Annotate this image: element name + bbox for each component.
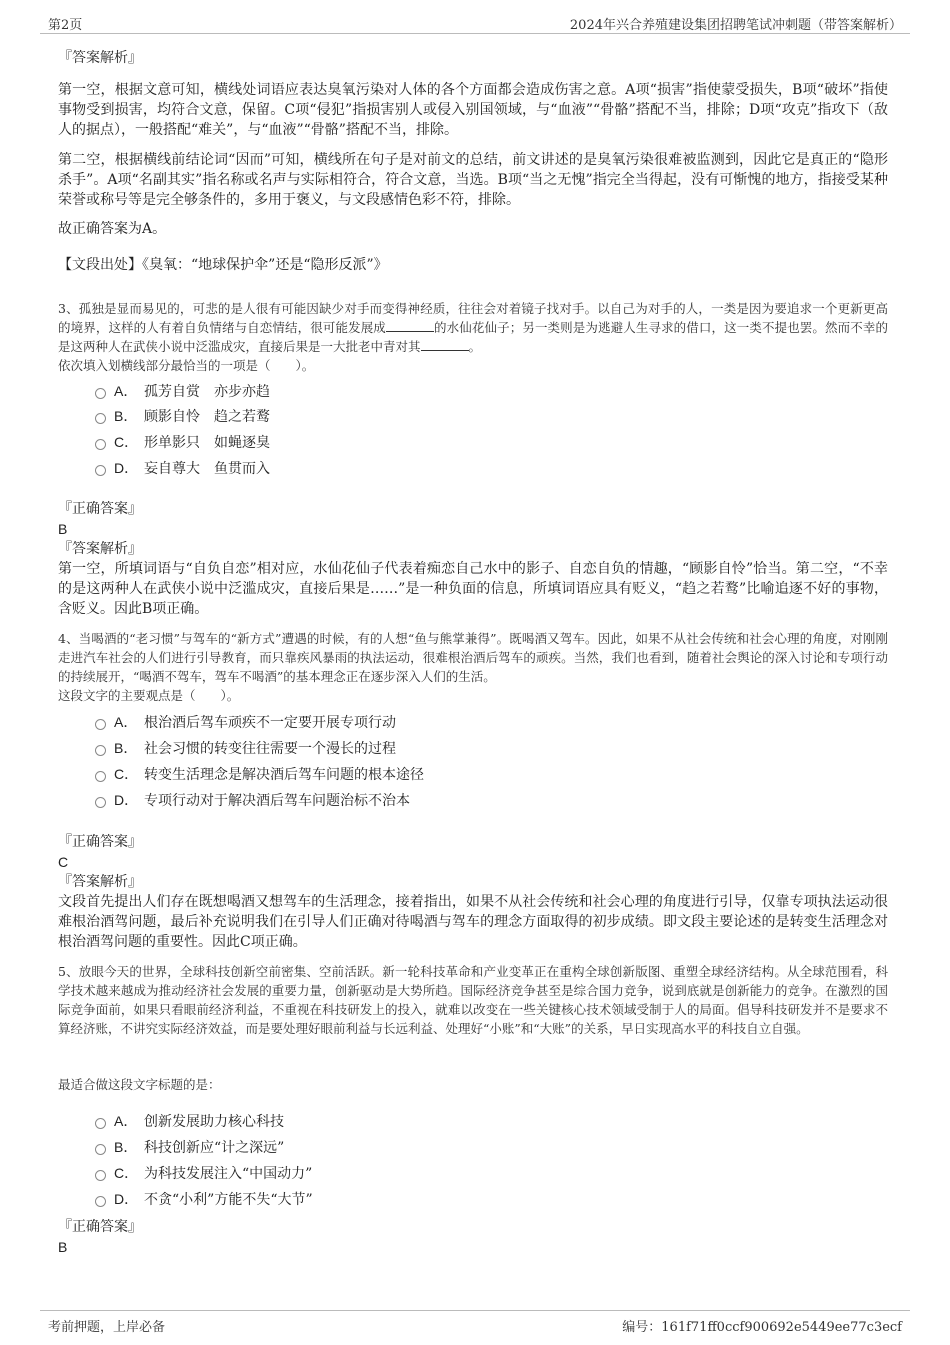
q3-answer: B	[58, 521, 68, 537]
q5-option-a-text: 创新发展助力核心科技	[144, 1114, 284, 1130]
footer-slogan: 考前押题，上岸必备	[48, 1320, 166, 1335]
q3-answer-block	[58, 499, 888, 619]
q3-option-b[interactable]	[95, 406, 270, 427]
q3-option-c-letter: C．	[114, 434, 139, 450]
q3-stem	[58, 299, 888, 356]
q4-answer-label: 『正确答案』	[58, 834, 142, 850]
q5-option-d[interactable]	[95, 1189, 313, 1210]
q5-option-a[interactable]	[95, 1111, 284, 1132]
q3-option-d[interactable]	[95, 458, 270, 479]
q3-option-d-letter: D．	[114, 460, 139, 476]
header-divider	[40, 33, 910, 34]
q5-option-b-letter: B．	[114, 1139, 138, 1155]
q2-conclusion-block	[58, 219, 888, 239]
q3-option-b-text: 顾影自怜	[144, 409, 200, 425]
q5-option-d-text: 不贪“小利”方能不失“大节”	[144, 1192, 313, 1208]
q2-analysis-p2: 第二空，根据横线前结论词“因而”可知，横线所在句子是对前文的总结，前文讲述的是臭氧污染很难被监测到，因此它是真正的“隐形杀手”。A项“名副其实”指名称或名声与实际相符合，符合文意，当选。B项“当之无愧”指完全当得起，没有可惭愧的地方，指接受某种荣誉或称号等是完全够条件的，多用于褒义，与文段感情色彩不符，排除。	[58, 152, 888, 208]
q4-option-a-letter: A．	[114, 714, 138, 730]
radio-icon[interactable]	[95, 413, 106, 424]
document-title: 2024年兴合养殖建设集团招聘笔试冲刺题（带答案解析）	[569, 18, 902, 33]
q3-stem-part-a: 3、孤独是显而易见的，可悲的是人很有可能因缺少对手而变得神经质，往往会对着镜子找对手。以自己为对手的人，一类是因为要追求一个更新更高的境界，这样的人有着自负情绪与自恋情结，很可能发展成	[58, 301, 888, 335]
q3-option-c-text2: 如蝇逐臭	[214, 435, 270, 451]
q4-stem: 4、当喝酒的“老习惯”与驾车的“新方式”遭遇的时候，有的人想“鱼与熊掌兼得”。既喝酒又驾车。因此，如果不从社会传统和社会心理的角度，对刚刚走进汽车社会的人们进行引导教育，而只靠疾风暴雨的执法运动，很难根治酒后驾车的顽疾。当然，我们也看到，随着社会舆论的深入讨论和专项行动的持续展开，“喝酒不驾车，驾车不喝酒”的基本理念正在逐步深入人们的生活。	[58, 631, 888, 684]
q5-option-b-text: 科技创新应“计之深远”	[144, 1140, 285, 1156]
q3-option-b-letter: B．	[114, 408, 138, 424]
q4-option-c-text: 转变生活理念是解决酒后驾车问题的根本途径	[144, 767, 424, 783]
page-number: 第2页	[48, 18, 83, 33]
q4-option-b-text: 社会习惯的转变往往需要一个漫长的过程	[144, 741, 396, 757]
document-code: 编号：161f71ff0ccf900692e5449ee77c3ecf	[622, 1320, 902, 1335]
q4-option-c-letter: C．	[114, 766, 139, 782]
q4-stem-block	[58, 629, 888, 705]
radio-icon[interactable]	[95, 388, 106, 399]
q4-analysis: 文段首先提出人们存在既想喝酒又想驾车的生活理念，接着指出，如果不从社会传统和社会心理的角度进行引导，仅靠专项执法运动很难根治酒驾问题，最后补充说明我们在引导人们正确对待喝酒与驾车的理念方面取得的初步成绩。即文段主要论述的是转变生活理念对根治酒驾问题的重要性。因此C项正确。	[58, 894, 888, 950]
q4-option-c[interactable]	[95, 764, 424, 785]
q3-option-d-text: 妄自尊大	[144, 461, 200, 477]
page-header	[40, 14, 910, 34]
q2-analysis-label-block	[58, 48, 888, 68]
q3-blank-1	[386, 318, 434, 332]
q3-option-a-text: 孤芳自赏	[144, 384, 200, 400]
q2-source-text: 《臭氧：“地球保护伞”还是“隐形反派”》	[142, 257, 388, 273]
q3-prompt: 依次填入划横线部分最恰当的一项是（ ）。	[58, 358, 315, 373]
q3-option-d-text2: 鱼贯而入	[214, 461, 270, 477]
q5-stem: 5、放眼今天的世界，全球科技创新空前密集、空前活跃。新一轮科技革命和产业变革正在重构全球创新版图、重塑全球经济结构。从全球范围看，科学技术越来越成为推动经济社会发展的重要力量，创新驱动是大势所趋。国际经济竞争甚至是综合国力竞争，说到底就是创新能力的竞争。在激烈的国际竞争面前，如果只看眼前经济利益，不重视在科技研发上的投入，就难以改变在一些关键核心技术领域受制于人的局面。倡导科技研发并不是要求不算经济账，不讲究实际经济效益，而是要处理好眼前利益与长远利益、处理好“小账”和“大账”的关系，早日实现高水平的科技自立自强。	[58, 964, 888, 1036]
q4-option-d-letter: D．	[114, 792, 139, 808]
q4-option-b-letter: B．	[114, 740, 138, 756]
q4-prompt: 这段文字的主要观点是（ ）。	[58, 688, 240, 703]
q2-analysis-p1: 第一空，根据文意可知，横线处词语应表达臭氧污染对人体的各个方面都会造成伤害之意。A项“损害”指使蒙受损失，B项“破坏”指使事物受到损害，均符合文意，保留。C项“侵犯”指损害别人或侵入别国领域，与“血液”“骨骼”搭配不当，排除；D项“攻克”指攻下（敌人的据点），一般搭配“难关”，与“血液”“骨骼”搭配不当，排除。	[58, 82, 888, 138]
radio-icon[interactable]	[95, 771, 106, 782]
radio-icon[interactable]	[95, 1196, 106, 1207]
q5-prompt-block	[58, 1075, 888, 1094]
q5-answer-label: 『正确答案』	[58, 1219, 142, 1235]
q5-option-c-letter: C．	[114, 1165, 139, 1181]
q5-prompt: 最适合做这段文字标题的是：	[58, 1077, 221, 1092]
q4-answer-block	[58, 832, 888, 952]
q3-analysis: 第一空，所填词语与“自负自恋”相对应，水仙花仙子代表着痴恋自己水中的影子、自恋自负的情趣，“顾影自怜”恰当。第二空，“不幸的是这两种人在武侠小说中泛滥成灾，直接后果是……”是一种负面的信息，所填词语应具有贬义，“趋之若鹜”比喻追逐不好的事物，含贬义。因此B项正确。	[58, 561, 888, 617]
q3-option-a-letter: A．	[114, 383, 138, 399]
q4-option-d[interactable]	[95, 790, 410, 811]
q3-option-c-text: 形单影只	[144, 435, 200, 451]
q5-option-a-letter: A．	[114, 1113, 138, 1129]
q4-answer: C	[58, 854, 69, 870]
q4-option-b[interactable]	[95, 738, 396, 759]
radio-icon[interactable]	[95, 1170, 106, 1181]
radio-icon[interactable]	[95, 439, 106, 450]
q5-answer: B	[58, 1239, 68, 1255]
q2-source-label: 【文段出处】	[58, 257, 142, 273]
q2-conclusion: 故正确答案为A。	[58, 221, 167, 237]
q3-option-c[interactable]	[95, 432, 270, 453]
q3-stem-part-b: 的水仙花仙子；另一类则是为逃避人生寻求的借口，这一类不提也罢。然而不幸的是这两种人在武侠小说中泛滥成灾，直接后果是一大批老中青对其	[58, 320, 888, 354]
q3-answer-label: 『正确答案』	[58, 501, 142, 517]
q4-analysis-label: 『答案解析』	[58, 874, 142, 890]
radio-icon[interactable]	[95, 1144, 106, 1155]
q5-stem-block	[58, 962, 888, 1038]
q2-source-block	[58, 255, 888, 275]
q4-option-a[interactable]	[95, 712, 396, 733]
radio-icon[interactable]	[95, 1118, 106, 1129]
q3-option-a-text2: 亦步亦趋	[214, 384, 270, 400]
q3-stem-part-c: 。	[468, 339, 482, 354]
q5-option-c-text: 为科技发展注入“中国动力”	[144, 1166, 313, 1182]
radio-icon[interactable]	[95, 797, 106, 808]
q5-option-b[interactable]	[95, 1137, 284, 1158]
q3-option-a[interactable]	[95, 381, 270, 402]
q2-analysis-p2-block	[58, 150, 888, 210]
q3-stem-block	[58, 299, 888, 375]
q5-option-c[interactable]	[95, 1163, 312, 1184]
q2-analysis-p1-block	[58, 80, 888, 140]
q5-answer-block	[58, 1217, 888, 1257]
radio-icon[interactable]	[95, 745, 106, 756]
radio-icon[interactable]	[95, 465, 106, 476]
q2-analysis-label: 『答案解析』	[58, 50, 142, 66]
q4-option-d-text: 专项行动对于解决酒后驾车问题治标不治本	[144, 793, 410, 809]
q3-analysis-label: 『答案解析』	[58, 541, 142, 557]
radio-icon[interactable]	[95, 719, 106, 730]
q2-source	[58, 255, 888, 275]
q5-option-d-letter: D．	[114, 1191, 139, 1207]
footer-divider	[40, 1310, 910, 1311]
q3-blank-2	[421, 337, 469, 351]
q3-option-b-text2: 趋之若鹜	[214, 409, 270, 425]
q4-option-a-text: 根治酒后驾车顽疾不一定要开展专项行动	[144, 715, 396, 731]
